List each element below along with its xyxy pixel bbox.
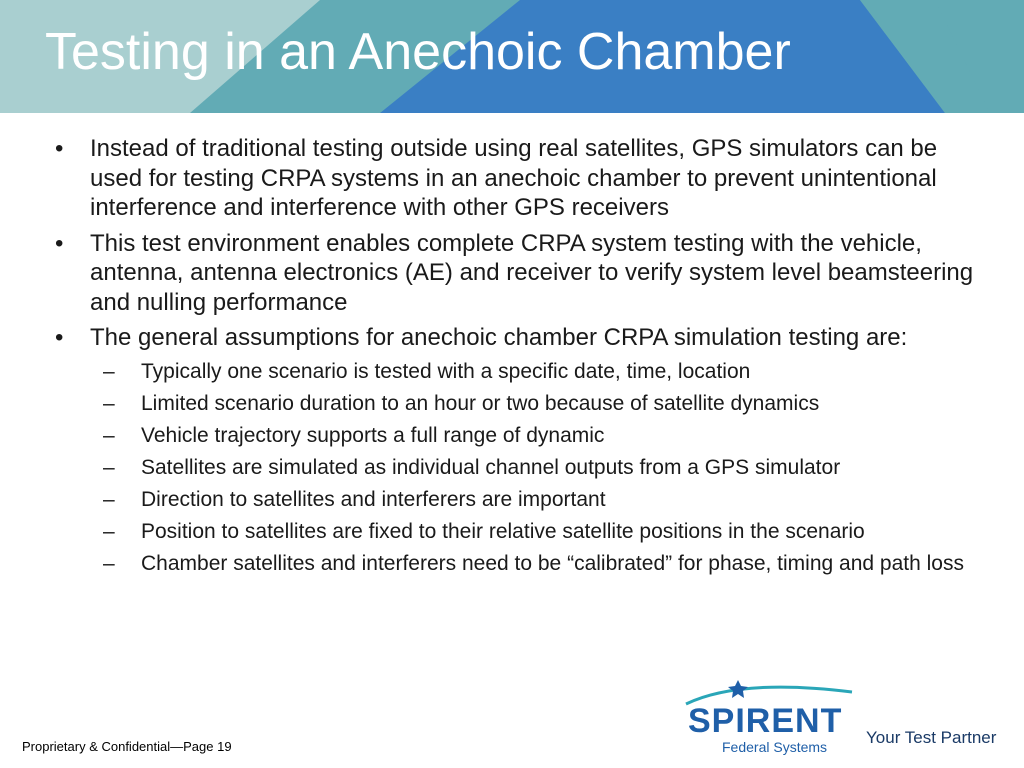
bullet-marker: • <box>55 229 64 257</box>
sub-bullet-item <box>55 391 991 416</box>
bullet-item <box>55 134 985 223</box>
sub-bullet-list <box>55 359 985 576</box>
sub-bullet-marker: – <box>103 519 115 543</box>
sub-bullet-item <box>55 551 991 576</box>
bullet-marker: • <box>55 135 64 162</box>
page-footer: Proprietary & Confidential—Page 19 <box>22 739 232 754</box>
spirent-logo <box>680 672 860 760</box>
sub-bullet-item <box>55 423 991 448</box>
sub-bullet-text: Limited scenario duration to an hour or two because of satellite dynamics <box>141 391 820 415</box>
sub-bullet-text: Typically one scenario is tested with a specific date, time, location <box>141 359 751 383</box>
sub-bullet-marker: – <box>103 551 115 575</box>
logo-wordmark: SPIRENT <box>688 702 843 740</box>
bullet-text: Instead of traditional testing outside using real satellites, GPS simulators can be used for testing CRPA systems in an anechoic chamber to prevent unintentional interference and interference with other GPS receivers <box>90 135 938 221</box>
bullet-item <box>55 323 985 353</box>
sub-bullet-marker: – <box>103 455 115 479</box>
sub-bullet-text: Vehicle trajectory supports a full range of dynamic <box>141 423 605 447</box>
sub-bullet-marker: – <box>103 359 115 383</box>
sub-bullet-text: Direction to satellites and interferers are important <box>141 487 606 511</box>
page-title: Testing in an Anechoic Chamber <box>45 23 791 81</box>
bullet-item <box>55 229 985 318</box>
slide-body <box>55 134 985 583</box>
bullet-marker: • <box>55 324 64 351</box>
sub-bullet-text: Position to satellites are fixed to their relative satellite positions in the scenario <box>141 519 865 543</box>
sub-bullet-marker: – <box>103 391 115 415</box>
sub-bullet-text: Satellites are simulated as individual channel outputs from a GPS simulator <box>141 455 841 479</box>
sub-bullet-item <box>55 359 991 384</box>
sub-bullet-item <box>55 487 991 512</box>
sub-bullet-marker: – <box>103 487 115 511</box>
logo-division: Federal Systems <box>722 739 828 755</box>
title-banner <box>0 0 1024 113</box>
sub-bullet-item <box>55 455 991 480</box>
bullet-text: This test environment enables complete CRPA system testing with the vehicle, antenna, antenna electronics (AE) and receiver to verify system level beamsteering and nulling performance <box>90 229 974 316</box>
sub-bullet-text: Chamber satellites and interferers need to be “calibrated” for phase, timing and path loss <box>141 551 964 575</box>
sub-bullet-marker: – <box>103 423 115 447</box>
bullet-text: The general assumptions for anechoic chamber CRPA simulation testing are: <box>90 324 908 351</box>
brand-tagline: Your Test Partner <box>866 728 997 747</box>
sub-bullet-item <box>55 519 991 544</box>
